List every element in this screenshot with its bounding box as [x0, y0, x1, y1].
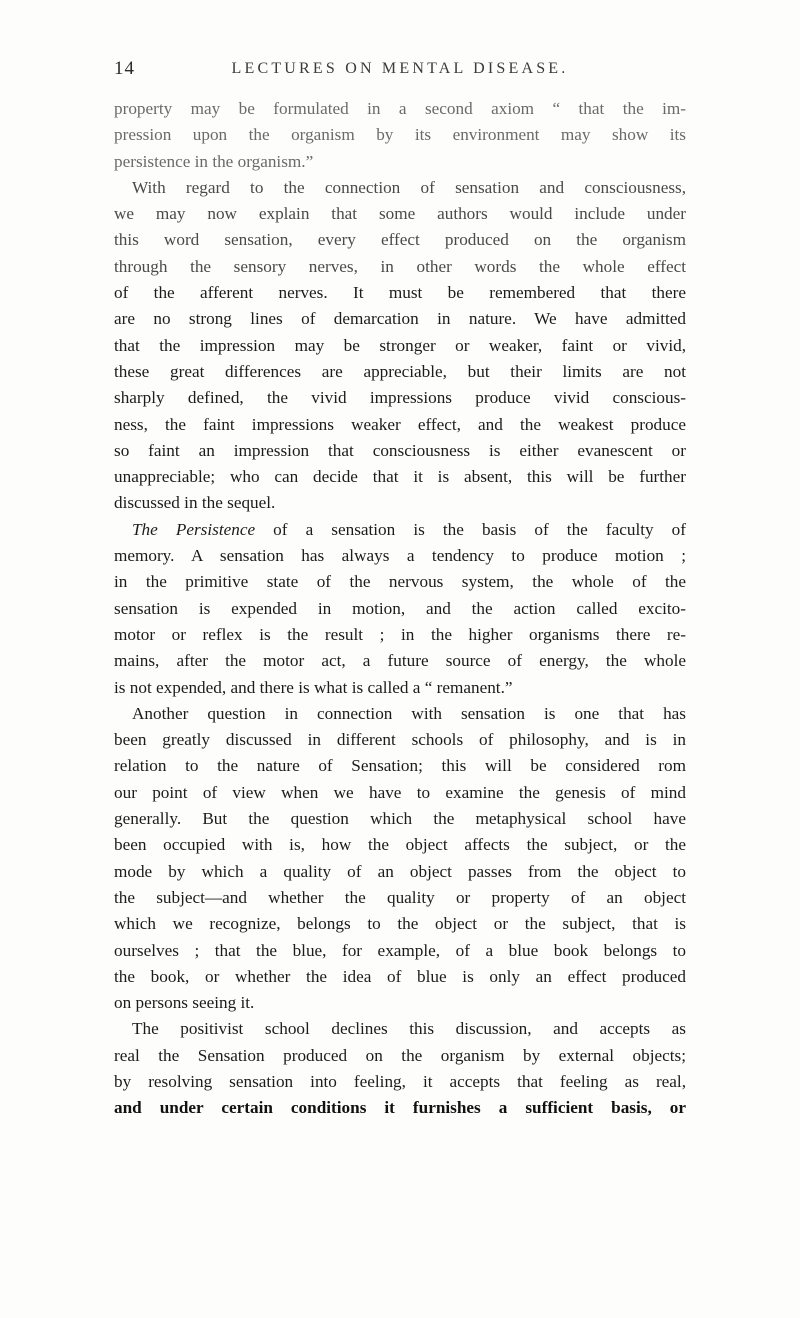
text-line: pression upon the organism by its environment may show its	[114, 125, 686, 145]
text-line: mode by which a quality of an object passes from the object to	[114, 861, 686, 881]
text-line: persistence in the organism.”	[114, 151, 314, 171]
text-line: this word sensation, every effect produced on the organism	[114, 230, 686, 250]
text-line: and under certain conditions it furnishes a sufficient basis, or	[114, 1098, 686, 1118]
text-line: through the sensory nerves, in other words the whole effect	[114, 256, 686, 276]
text-line: these great differences are appreciable, but their limits are not	[114, 361, 686, 381]
text-line: which we recognize, belongs to the object or the subject, that is	[114, 914, 686, 934]
text-line: the book, or whether the idea of blue is only an effect produced	[114, 966, 686, 986]
text-line: discussed in the sequel.	[114, 493, 276, 513]
text-line: our point of view when we have to examine the genesis of mind	[114, 782, 686, 802]
run-in-heading: The Persistence	[132, 519, 256, 539]
text-line: relation to the nature of Sensation; this will be considered rom	[114, 756, 686, 776]
text-line: sensation is expended in motion, and the action called excito-	[114, 598, 686, 618]
text-line: of the afferent nerves. It must be remembered that there	[114, 283, 686, 303]
text-line: we may now explain that some authors would include under	[114, 204, 686, 224]
text-line: ness, the faint impressions weaker effect, and the weakest produce	[114, 414, 686, 434]
text-line: so faint an impression that consciousness is either evanescent or	[114, 440, 686, 460]
running-title: LECTURES ON MENTAL DISEASE.	[231, 60, 569, 77]
text-line: on persons seeing it.	[114, 993, 255, 1013]
text-line: are no strong lines of demarcation in nature. We have admitted	[114, 309, 686, 329]
text-line	[114, 517, 686, 543]
text-fragment: of a sensation is the basis of the faculty of	[255, 519, 686, 539]
paragraph	[114, 1016, 686, 1121]
text-line: the subject—and whether the quality or property of an object	[114, 887, 686, 907]
text-line: been occupied with is, how the object affects the subject, or the	[114, 835, 686, 855]
text-line: generally. But the question which the metaphysical school have	[114, 809, 686, 829]
body-text	[114, 96, 686, 1122]
text-line: sharply defined, the vivid impressions produce vivid conscious-	[114, 388, 686, 408]
text-line: real the Sensation produced on the organism by external objects;	[114, 1045, 686, 1065]
text-line: memory. A sensation has always a tendency to produce motion ;	[114, 546, 686, 566]
text-line: motor or reflex is the result ; in the higher organisms there re-	[114, 624, 686, 644]
paragraph	[114, 701, 686, 1017]
text-line: that the impression may be stronger or weaker, faint or vivid,	[114, 335, 686, 355]
paragraph	[114, 175, 686, 517]
text-line: is not expended, and there is what is called a “ remanent.”	[114, 677, 513, 697]
text-line: The positivist school declines this discussion, and accepts as	[132, 1019, 686, 1039]
text-line: in the primitive state of the nervous system, the whole of the	[114, 572, 686, 592]
text-line: mains, after the motor act, a future source of energy, the whole	[114, 651, 686, 671]
text-line: ourselves ; that the blue, for example, of a blue book belongs to	[114, 940, 686, 960]
text-line: With regard to the connection of sensation and consciousness,	[132, 177, 686, 197]
text-line: unappreciable; who can decide that it is absent, this will be further	[114, 467, 686, 487]
paragraph	[114, 96, 686, 175]
text-line: property may be formulated in a second axiom “ that the im-	[114, 99, 686, 118]
text-line: Another question in connection with sensation is one that has	[132, 703, 686, 723]
page-number: 14	[114, 58, 135, 79]
running-head	[114, 58, 686, 82]
text-line: been greatly discussed in different schools of philosophy, and is in	[114, 730, 686, 750]
text-line: by resolving sensation into feeling, it accepts that feeling as real,	[114, 1071, 686, 1091]
paragraph	[114, 517, 686, 701]
